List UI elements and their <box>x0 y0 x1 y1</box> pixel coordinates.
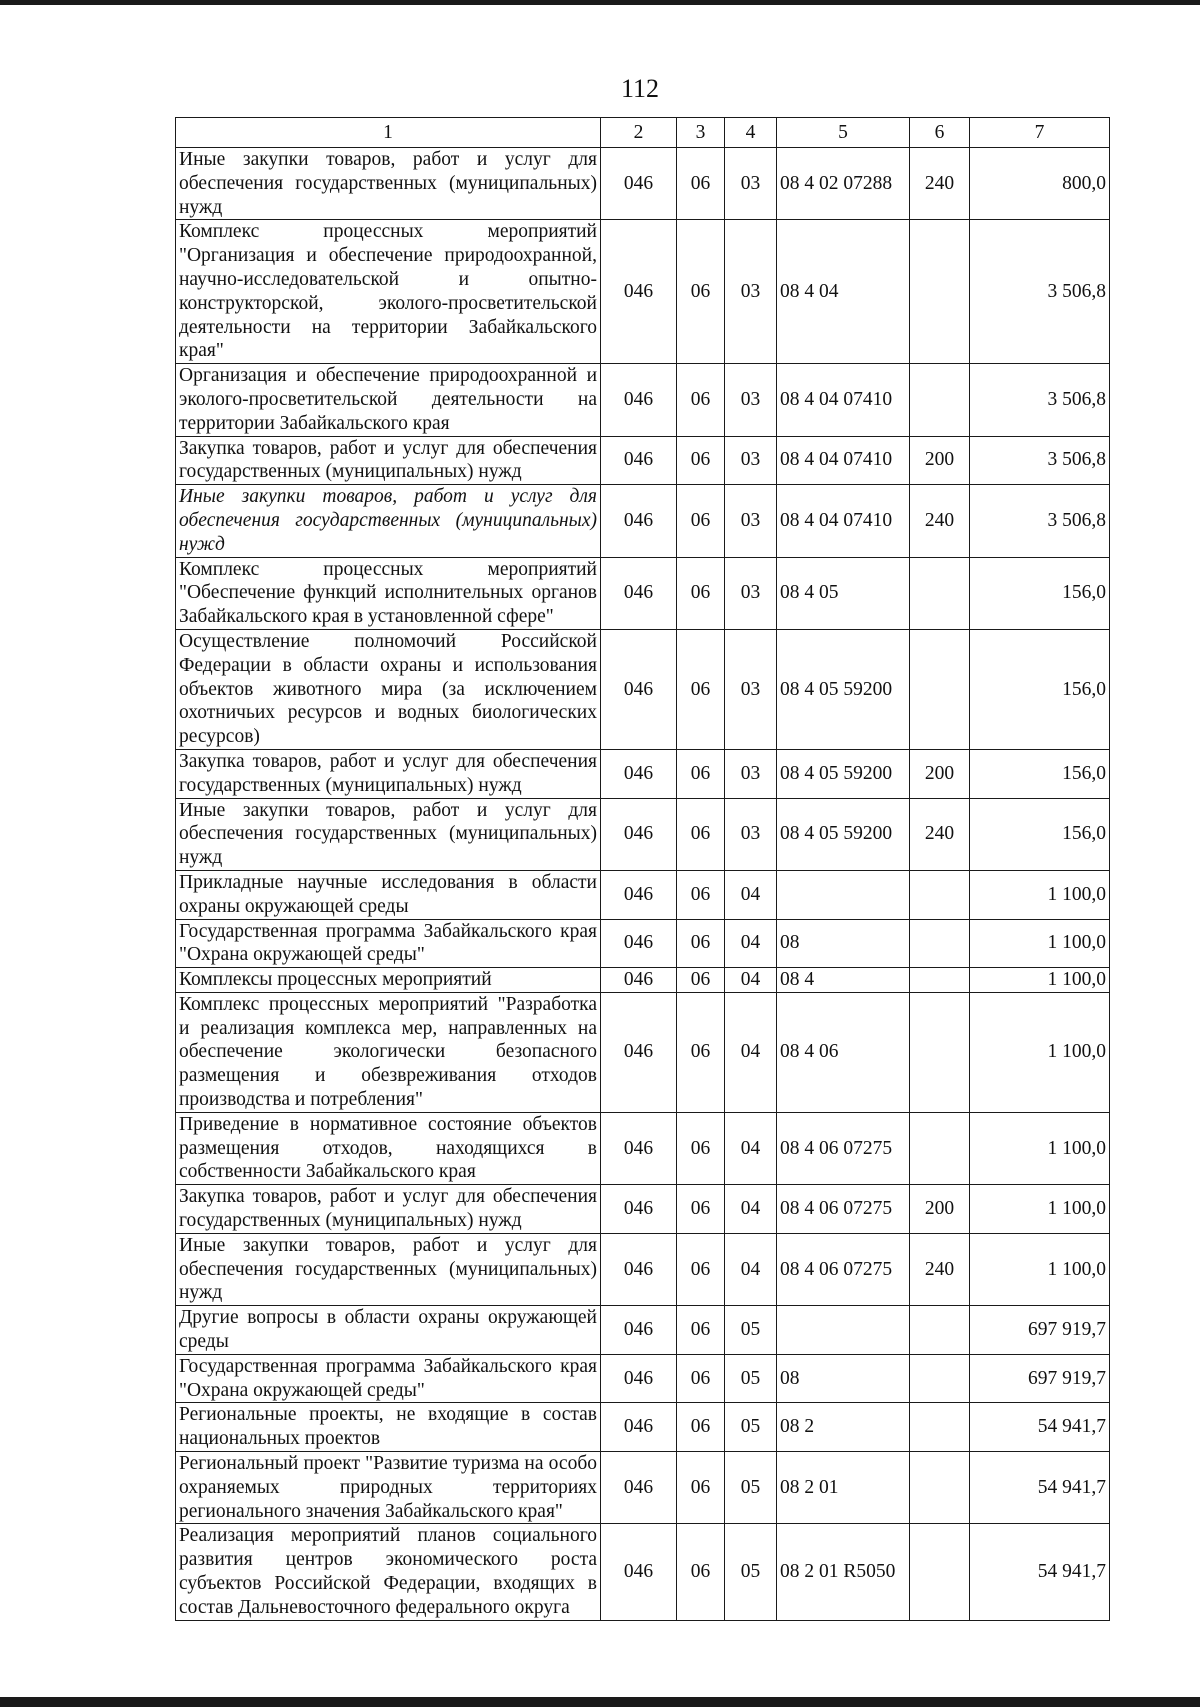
amount-cell: 1 100,0 <box>970 1185 1110 1234</box>
amount-cell: 3 506,8 <box>970 436 1110 485</box>
row-name-cell: Закупка товаров, работ и услуг для обеспечения государственных (муниципальных) нужд <box>176 1185 601 1234</box>
table-row <box>176 1306 1110 1355</box>
admin-code-cell: 046 <box>601 1354 677 1403</box>
table-row <box>176 1354 1110 1403</box>
subsection-cell: 03 <box>725 436 777 485</box>
section-cell: 06 <box>677 557 725 629</box>
row-name-cell: Другие вопросы в области охраны окружающей среды <box>176 1306 601 1355</box>
row-name-cell: Региональные проекты, не входящие в состав национальных проектов <box>176 1403 601 1452</box>
expense-type-cell <box>910 919 970 968</box>
expense-type-cell: 240 <box>910 485 970 557</box>
budget-table <box>175 117 1110 1621</box>
section-cell: 06 <box>677 629 725 749</box>
amount-cell: 156,0 <box>970 749 1110 798</box>
amount-cell: 800,0 <box>970 148 1110 220</box>
expense-type-cell <box>910 992 970 1112</box>
section-cell: 06 <box>677 992 725 1112</box>
amount-cell: 1 100,0 <box>970 992 1110 1112</box>
admin-code-cell: 046 <box>601 870 677 919</box>
amount-cell: 697 919,7 <box>970 1306 1110 1355</box>
amount-cell: 1 100,0 <box>970 968 1110 993</box>
subsection-cell: 03 <box>725 148 777 220</box>
subsection-cell: 03 <box>725 364 777 436</box>
row-name-cell: Государственная программа Забайкальского края "Охрана окружающей среды" <box>176 919 601 968</box>
admin-code-cell: 046 <box>601 1452 677 1524</box>
table-row <box>176 485 1110 557</box>
target-article-cell: 08 4 06 07275 <box>777 1233 910 1305</box>
expense-type-cell <box>910 870 970 919</box>
subsection-cell: 04 <box>725 1233 777 1305</box>
target-article-cell: 08 4 05 59200 <box>777 798 910 870</box>
subsection-cell: 03 <box>725 485 777 557</box>
table-row <box>176 870 1110 919</box>
section-cell: 06 <box>677 1524 725 1620</box>
expense-type-cell: 200 <box>910 436 970 485</box>
expense-type-cell <box>910 1306 970 1355</box>
subsection-cell: 03 <box>725 557 777 629</box>
expense-type-cell: 240 <box>910 148 970 220</box>
subsection-cell: 04 <box>725 870 777 919</box>
table-row <box>176 364 1110 436</box>
expense-type-cell <box>910 1112 970 1184</box>
table-row <box>176 557 1110 629</box>
amount-cell: 3 506,8 <box>970 220 1110 364</box>
table-row <box>176 220 1110 364</box>
row-name-cell: Комплекс процессных мероприятий "Обеспечение функций исполнительных органов Забайкальского края в установленной сфере" <box>176 557 601 629</box>
admin-code-cell: 046 <box>601 1233 677 1305</box>
row-name-cell: Комплексы процессных мероприятий <box>176 968 601 993</box>
subsection-cell: 04 <box>725 1185 777 1234</box>
expense-type-cell: 200 <box>910 749 970 798</box>
admin-code-cell: 046 <box>601 1403 677 1452</box>
target-article-cell: 08 4 05 59200 <box>777 629 910 749</box>
admin-code-cell: 046 <box>601 798 677 870</box>
table-row <box>176 749 1110 798</box>
target-article-cell: 08 4 04 <box>777 220 910 364</box>
subsection-cell: 05 <box>725 1306 777 1355</box>
admin-code-cell: 046 <box>601 557 677 629</box>
subsection-cell: 05 <box>725 1354 777 1403</box>
target-article-cell: 08 4 04 07410 <box>777 364 910 436</box>
page-number: 112 <box>620 74 660 103</box>
amount-cell: 156,0 <box>970 798 1110 870</box>
table-row <box>176 968 1110 993</box>
admin-code-cell: 046 <box>601 1185 677 1234</box>
amount-cell: 1 100,0 <box>970 1112 1110 1184</box>
section-cell: 06 <box>677 485 725 557</box>
admin-code-cell: 046 <box>601 1524 677 1620</box>
section-cell: 06 <box>677 364 725 436</box>
section-cell: 06 <box>677 1112 725 1184</box>
table-row <box>176 148 1110 220</box>
section-cell: 06 <box>677 1354 725 1403</box>
table-row <box>176 1233 1110 1305</box>
amount-cell: 54 941,7 <box>970 1403 1110 1452</box>
subsection-cell: 04 <box>725 1112 777 1184</box>
subsection-cell: 03 <box>725 220 777 364</box>
row-name-cell: Закупка товаров, работ и услуг для обеспечения государственных (муниципальных) нужд <box>176 749 601 798</box>
target-article-cell: 08 4 02 07288 <box>777 148 910 220</box>
section-cell: 06 <box>677 436 725 485</box>
table-row <box>176 992 1110 1112</box>
target-article-cell: 08 4 <box>777 968 910 993</box>
table-row <box>176 1524 1110 1620</box>
target-article-cell: 08 4 05 <box>777 557 910 629</box>
admin-code-cell: 046 <box>601 436 677 485</box>
admin-code-cell: 046 <box>601 364 677 436</box>
expense-type-cell <box>910 364 970 436</box>
section-cell: 06 <box>677 968 725 993</box>
header-cell: 5 <box>777 118 910 148</box>
target-article-cell: 08 4 04 07410 <box>777 436 910 485</box>
table-row <box>176 919 1110 968</box>
row-name-cell: Осуществление полномочий Российской Федерации в области охраны и использования объектов животного мира (за исключением охотничьих ресурсов и водных биологических ресурсов) <box>176 629 601 749</box>
table-row <box>176 629 1110 749</box>
table-header-row <box>176 118 1110 148</box>
expense-type-cell: 240 <box>910 1233 970 1305</box>
admin-code-cell: 046 <box>601 485 677 557</box>
amount-cell: 1 100,0 <box>970 1233 1110 1305</box>
admin-code-cell: 046 <box>601 919 677 968</box>
target-article-cell: 08 <box>777 1354 910 1403</box>
amount-cell: 156,0 <box>970 557 1110 629</box>
row-name-cell: Иные закупки товаров, работ и услуг для обеспечения государственных (муниципальных) нужд <box>176 1233 601 1305</box>
row-name-cell: Приведение в нормативное состояние объектов размещения отходов, находящихся в собственности Забайкальского края <box>176 1112 601 1184</box>
section-cell: 06 <box>677 1185 725 1234</box>
header-cell: 1 <box>176 118 601 148</box>
row-name-cell: Закупка товаров, работ и услуг для обеспечения государственных (муниципальных) нужд <box>176 436 601 485</box>
header-cell: 6 <box>910 118 970 148</box>
target-article-cell: 08 <box>777 919 910 968</box>
header-cell: 2 <box>601 118 677 148</box>
target-article-cell: 08 2 01 R5050 <box>777 1524 910 1620</box>
target-article-cell: 08 4 05 59200 <box>777 749 910 798</box>
subsection-cell: 03 <box>725 749 777 798</box>
expense-type-cell: 200 <box>910 1185 970 1234</box>
expense-type-cell <box>910 629 970 749</box>
header-cell: 4 <box>725 118 777 148</box>
amount-cell: 1 100,0 <box>970 870 1110 919</box>
row-name-cell: Организация и обеспечение природоохранной и эколого-просветительской деятельности на территории Забайкальского края <box>176 364 601 436</box>
header-cell: 7 <box>970 118 1110 148</box>
target-article-cell: 08 2 <box>777 1403 910 1452</box>
admin-code-cell: 046 <box>601 220 677 364</box>
target-article-cell: 08 2 01 <box>777 1452 910 1524</box>
top-scan-border <box>0 0 1200 5</box>
expense-type-cell <box>910 1452 970 1524</box>
subsection-cell: 04 <box>725 968 777 993</box>
section-cell: 06 <box>677 1306 725 1355</box>
table-row <box>176 798 1110 870</box>
target-article-cell: 08 4 06 07275 <box>777 1112 910 1184</box>
target-article-cell <box>777 870 910 919</box>
section-cell: 06 <box>677 919 725 968</box>
section-cell: 06 <box>677 798 725 870</box>
admin-code-cell: 046 <box>601 992 677 1112</box>
subsection-cell: 05 <box>725 1452 777 1524</box>
section-cell: 06 <box>677 220 725 364</box>
row-name-cell: Реализация мероприятий планов социального развития центров экономического роста субъектов Российской Федерации, входящих в состав Дальневосточного федерального округа <box>176 1524 601 1620</box>
amount-cell: 156,0 <box>970 629 1110 749</box>
table-row <box>176 1403 1110 1452</box>
section-cell: 06 <box>677 1233 725 1305</box>
admin-code-cell: 046 <box>601 749 677 798</box>
subsection-cell: 04 <box>725 992 777 1112</box>
expense-type-cell <box>910 220 970 364</box>
row-name-cell: Государственная программа Забайкальского края "Охрана окружающей среды" <box>176 1354 601 1403</box>
subsection-cell: 04 <box>725 919 777 968</box>
header-cell: 3 <box>677 118 725 148</box>
section-cell: 06 <box>677 1452 725 1524</box>
subsection-cell: 03 <box>725 629 777 749</box>
target-article-cell <box>777 1306 910 1355</box>
amount-cell: 3 506,8 <box>970 485 1110 557</box>
target-article-cell: 08 4 04 07410 <box>777 485 910 557</box>
expense-type-cell: 240 <box>910 798 970 870</box>
row-name-cell: Региональный проект "Развитие туризма на особо охраняемых природных территориях регионального значения Забайкальского края" <box>176 1452 601 1524</box>
expense-type-cell <box>910 557 970 629</box>
table-row <box>176 1112 1110 1184</box>
admin-code-cell: 046 <box>601 968 677 993</box>
row-name-cell: Прикладные научные исследования в области охраны окружающей среды <box>176 870 601 919</box>
subsection-cell: 05 <box>725 1403 777 1452</box>
expense-type-cell <box>910 1403 970 1452</box>
subsection-cell: 05 <box>725 1524 777 1620</box>
row-name-cell: Комплекс процессных мероприятий "Разработка и реализация комплекса мер, направленных на обеспечение экологически безопасного размещения и обезвреживания отходов производства и потребления" <box>176 992 601 1112</box>
section-cell: 06 <box>677 870 725 919</box>
admin-code-cell: 046 <box>601 629 677 749</box>
table-row <box>176 1452 1110 1524</box>
table-row <box>176 1185 1110 1234</box>
admin-code-cell: 046 <box>601 148 677 220</box>
target-article-cell: 08 4 06 <box>777 992 910 1112</box>
expense-type-cell <box>910 1354 970 1403</box>
expense-type-cell <box>910 1524 970 1620</box>
target-article-cell: 08 4 06 07275 <box>777 1185 910 1234</box>
expense-type-cell <box>910 968 970 993</box>
row-name-cell: Иные закупки товаров, работ и услуг для обеспечения государственных (муниципальных) нужд <box>176 148 601 220</box>
table-row <box>176 436 1110 485</box>
section-cell: 06 <box>677 148 725 220</box>
section-cell: 06 <box>677 749 725 798</box>
amount-cell: 1 100,0 <box>970 919 1110 968</box>
bottom-scan-border <box>0 1697 1200 1707</box>
row-name-cell: Комплекс процессных мероприятий "Организация и обеспечение природоохранной, научно-исследовательской и опытно-конструкторской, эколого-просветительской деятельности на территории Забайкальского края" <box>176 220 601 364</box>
admin-code-cell: 046 <box>601 1112 677 1184</box>
subsection-cell: 03 <box>725 798 777 870</box>
row-name-cell: Иные закупки товаров, работ и услуг для обеспечения государственных (муниципальных) нужд <box>176 798 601 870</box>
amount-cell: 3 506,8 <box>970 364 1110 436</box>
row-name-cell: Иные закупки товаров, работ и услуг для обеспечения государственных (муниципальных) нужд <box>176 485 601 557</box>
amount-cell: 54 941,7 <box>970 1452 1110 1524</box>
section-cell: 06 <box>677 1403 725 1452</box>
amount-cell: 54 941,7 <box>970 1524 1110 1620</box>
amount-cell: 697 919,7 <box>970 1354 1110 1403</box>
admin-code-cell: 046 <box>601 1306 677 1355</box>
